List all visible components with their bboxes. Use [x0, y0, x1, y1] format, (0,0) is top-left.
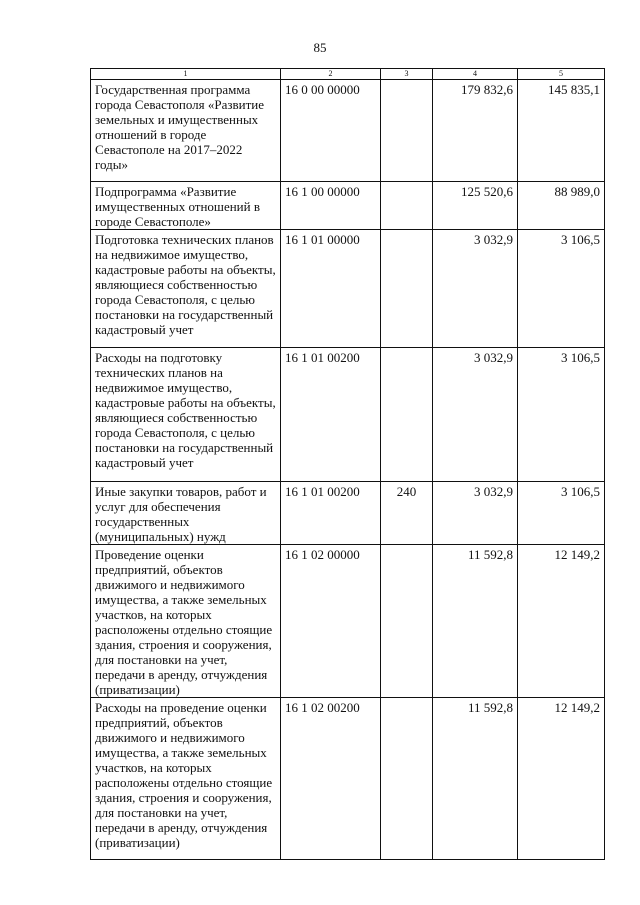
row-value-1-cell: 125 520,6: [433, 182, 518, 230]
row-value-2-cell: 12 149,2: [518, 545, 605, 698]
row-value-2-cell: 3 106,5: [518, 482, 605, 545]
row-value-1-cell: 11 592,8: [433, 698, 518, 860]
row-name-cell: Подпрограмма «Развитие имущественных отношений в городе Севастополе»: [91, 182, 281, 230]
table-row: [91, 182, 605, 230]
row-name-cell: Государственная программа города Севастополя «Развитие земельных и имущественных отношений в городе Севастополе на 2017–2022 годы»: [91, 80, 281, 182]
row-value-1-cell: 11 592,8: [433, 545, 518, 698]
budget-table: [90, 68, 605, 860]
page-number: 85: [313, 40, 327, 55]
row-value-1-cell: 179 832,6: [433, 80, 518, 182]
row-value-2-cell: 3 106,5: [518, 348, 605, 482]
row-value-1-cell: 3 032,9: [433, 482, 518, 545]
row-name-cell: Иные закупки товаров, работ и услуг для обеспечения государственных (муниципальных) нужд: [91, 482, 281, 545]
row-value-2-cell: 12 149,2: [518, 698, 605, 860]
row-type-cell: 240: [381, 482, 433, 545]
table-row: [91, 698, 605, 860]
row-type-cell: [381, 182, 433, 230]
table-header-row: [91, 69, 605, 80]
column-header-3: 3: [381, 69, 433, 80]
row-type-cell: [381, 80, 433, 182]
row-type-cell: [381, 698, 433, 860]
row-code-cell: 16 1 02 00000: [281, 545, 381, 698]
row-code-cell: 16 1 01 00200: [281, 482, 381, 545]
row-name-cell: Подготовка технических планов на недвижимое имущество, кадастровые работы на объекты, являющиеся собственностью города Севастополя, с целью постановки на государственный кадастровый учет: [91, 230, 281, 348]
row-type-cell: [381, 348, 433, 482]
table-row: [91, 230, 605, 348]
row-value-2-cell: 145 835,1: [518, 80, 605, 182]
row-name-cell: Расходы на подготовку технических планов на недвижимое имущество, кадастровые работы на объекты, являющиеся собственностью города Севастополя, с целью постановки на государственный кадастровый учет: [91, 348, 281, 482]
column-header-1: 1: [91, 69, 281, 80]
row-code-cell: 16 1 00 00000: [281, 182, 381, 230]
table-row: [91, 348, 605, 482]
row-code-cell: 16 1 01 00200: [281, 348, 381, 482]
row-name-cell: Расходы на проведение оценки предприятий, объектов движимого и недвижимого имущества, а также земельных участков, на которых расположены отдельно стоящие здания, строения и сооружения, для постановки на учет, передачи в аренду, отчуждения (приватизации): [91, 698, 281, 860]
row-code-cell: 16 1 02 00200: [281, 698, 381, 860]
row-value-1-cell: 3 032,9: [433, 348, 518, 482]
table-row: [91, 545, 605, 698]
row-name-cell: Проведение оценки предприятий, объектов движимого и недвижимого имущества, а также земельных участков, на которых расположены отдельно стоящие здания, строения и сооружения, для постановки на учет, передачи в аренду, отчуждения (приватизации): [91, 545, 281, 698]
column-header-4: 4: [433, 69, 518, 80]
column-header-5: 5: [518, 69, 605, 80]
row-value-2-cell: 88 989,0: [518, 182, 605, 230]
column-header-2: 2: [281, 69, 381, 80]
table-row: [91, 482, 605, 545]
row-type-cell: [381, 545, 433, 698]
row-value-1-cell: 3 032,9: [433, 230, 518, 348]
row-code-cell: 16 1 01 00000: [281, 230, 381, 348]
row-value-2-cell: 3 106,5: [518, 230, 605, 348]
row-code-cell: 16 0 00 00000: [281, 80, 381, 182]
row-type-cell: [381, 230, 433, 348]
table-row: [91, 80, 605, 182]
